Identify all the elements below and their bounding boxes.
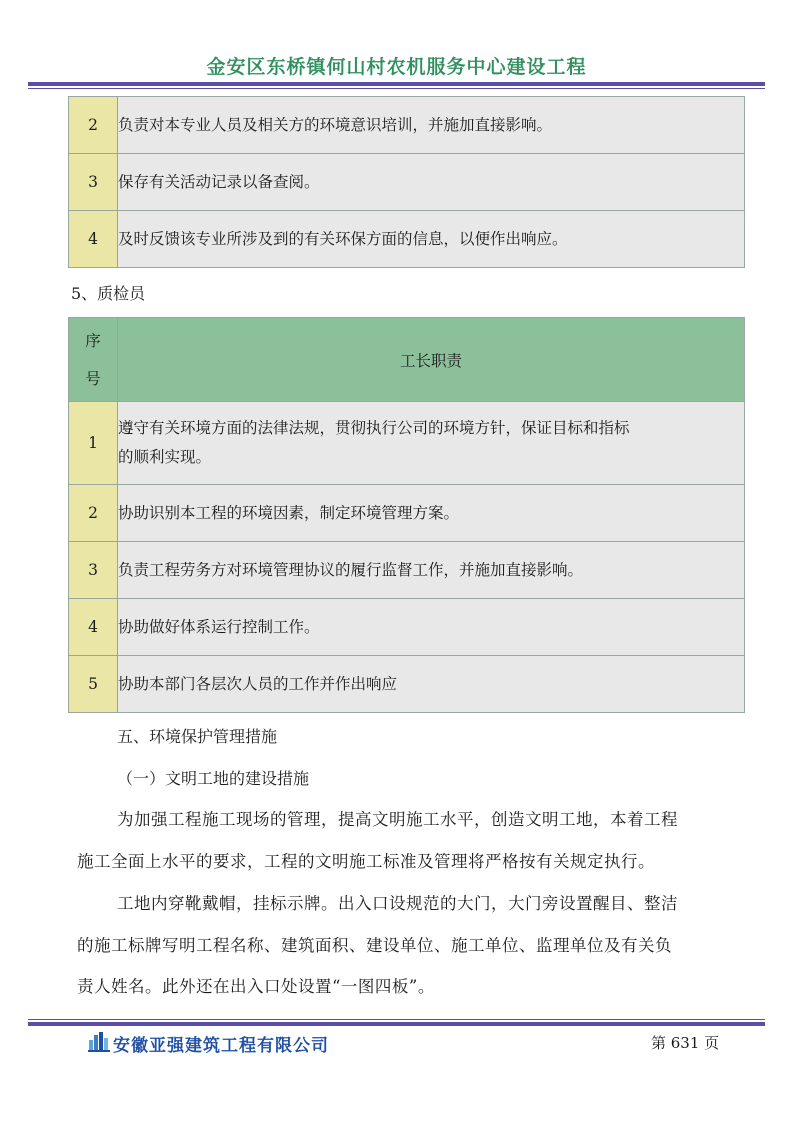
row-number: 4 (69, 599, 118, 656)
section-label: 5、质检员 (71, 284, 146, 303)
header-number-line1: 序 (85, 331, 101, 350)
section-heading: 五、环境保护管理措施 (117, 727, 278, 746)
footer-rule-thick (28, 1022, 765, 1026)
header-title: 金安区东桥镇何山村农机服务中心建设工程 (206, 56, 587, 78)
header-title-cell: 工长职责 (118, 318, 745, 402)
row-text-line1: 遵守有关环境方面的法律法规，贯彻执行公司的环境方针，保证目标和指标 (118, 419, 630, 437)
page-number: 第 631 页 (651, 1034, 720, 1052)
row-text: 及时反馈该专业所涉及到的有关环保方面的信息，以便作出响应。 (118, 211, 745, 268)
table-row (69, 97, 745, 154)
paragraph-line: 的施工标牌写明工程名称、建筑面积、建设单位、施工单位、监理单位及有关负 (77, 936, 672, 955)
footer-company: 安徽亚强建筑工程有限公司 (113, 1036, 329, 1056)
paragraph-line: 为加强工程施工现场的管理，提高文明施工水平，创造文明工地，本着工程 (117, 810, 678, 829)
table-row (69, 542, 745, 599)
row-number: 3 (69, 154, 118, 211)
header-number-cell (69, 318, 118, 402)
table-row (69, 402, 745, 485)
row-text: 协助本部门各层次人员的工作并作出响应 (118, 656, 745, 713)
row-text (118, 402, 745, 485)
paragraph-line: 工地内穿靴戴帽，挂标示牌。出入口设规范的大门，大门旁设置醒目、整洁 (117, 894, 678, 913)
table-header-row (69, 318, 745, 402)
row-text: 负责对本专业人员及相关方的环境意识培训，并施加直接影响。 (118, 97, 745, 154)
header-number-line2: 号 (85, 369, 101, 388)
table-row (69, 656, 745, 713)
row-number: 2 (69, 97, 118, 154)
building-logo-icon (88, 1030, 110, 1052)
row-number: 1 (69, 402, 118, 485)
inspector-duties-table (68, 317, 745, 713)
row-text-line2: 的顺利实现。 (118, 448, 212, 466)
row-number: 3 (69, 542, 118, 599)
row-number: 2 (69, 485, 118, 542)
table-row (69, 485, 745, 542)
paragraph-line: 责人姓名。此外还在出入口处设置“一图四板”。 (77, 977, 435, 996)
row-text: 保存有关活动记录以备查阅。 (118, 154, 745, 211)
subsection-heading: （一）文明工地的建设措施 (117, 769, 310, 788)
header-rule-thick (28, 82, 765, 86)
paragraph-line: 施工全面上水平的要求，工程的文明施工标准及管理将严格按有关规定执行。 (77, 852, 655, 871)
table-row (69, 154, 745, 211)
table-row (69, 211, 745, 268)
footer-rule-thin (28, 1019, 765, 1020)
row-number: 5 (69, 656, 118, 713)
header-rule-thin (28, 88, 765, 89)
row-text: 协助做好体系运行控制工作。 (118, 599, 745, 656)
table-row (69, 599, 745, 656)
row-text: 负责工程劳务方对环境管理协议的履行监督工作，并施加直接影响。 (118, 542, 745, 599)
row-text: 协助识别本工程的环境因素，制定环境管理方案。 (118, 485, 745, 542)
responsibility-table-continued (68, 96, 745, 268)
row-number: 4 (69, 211, 118, 268)
